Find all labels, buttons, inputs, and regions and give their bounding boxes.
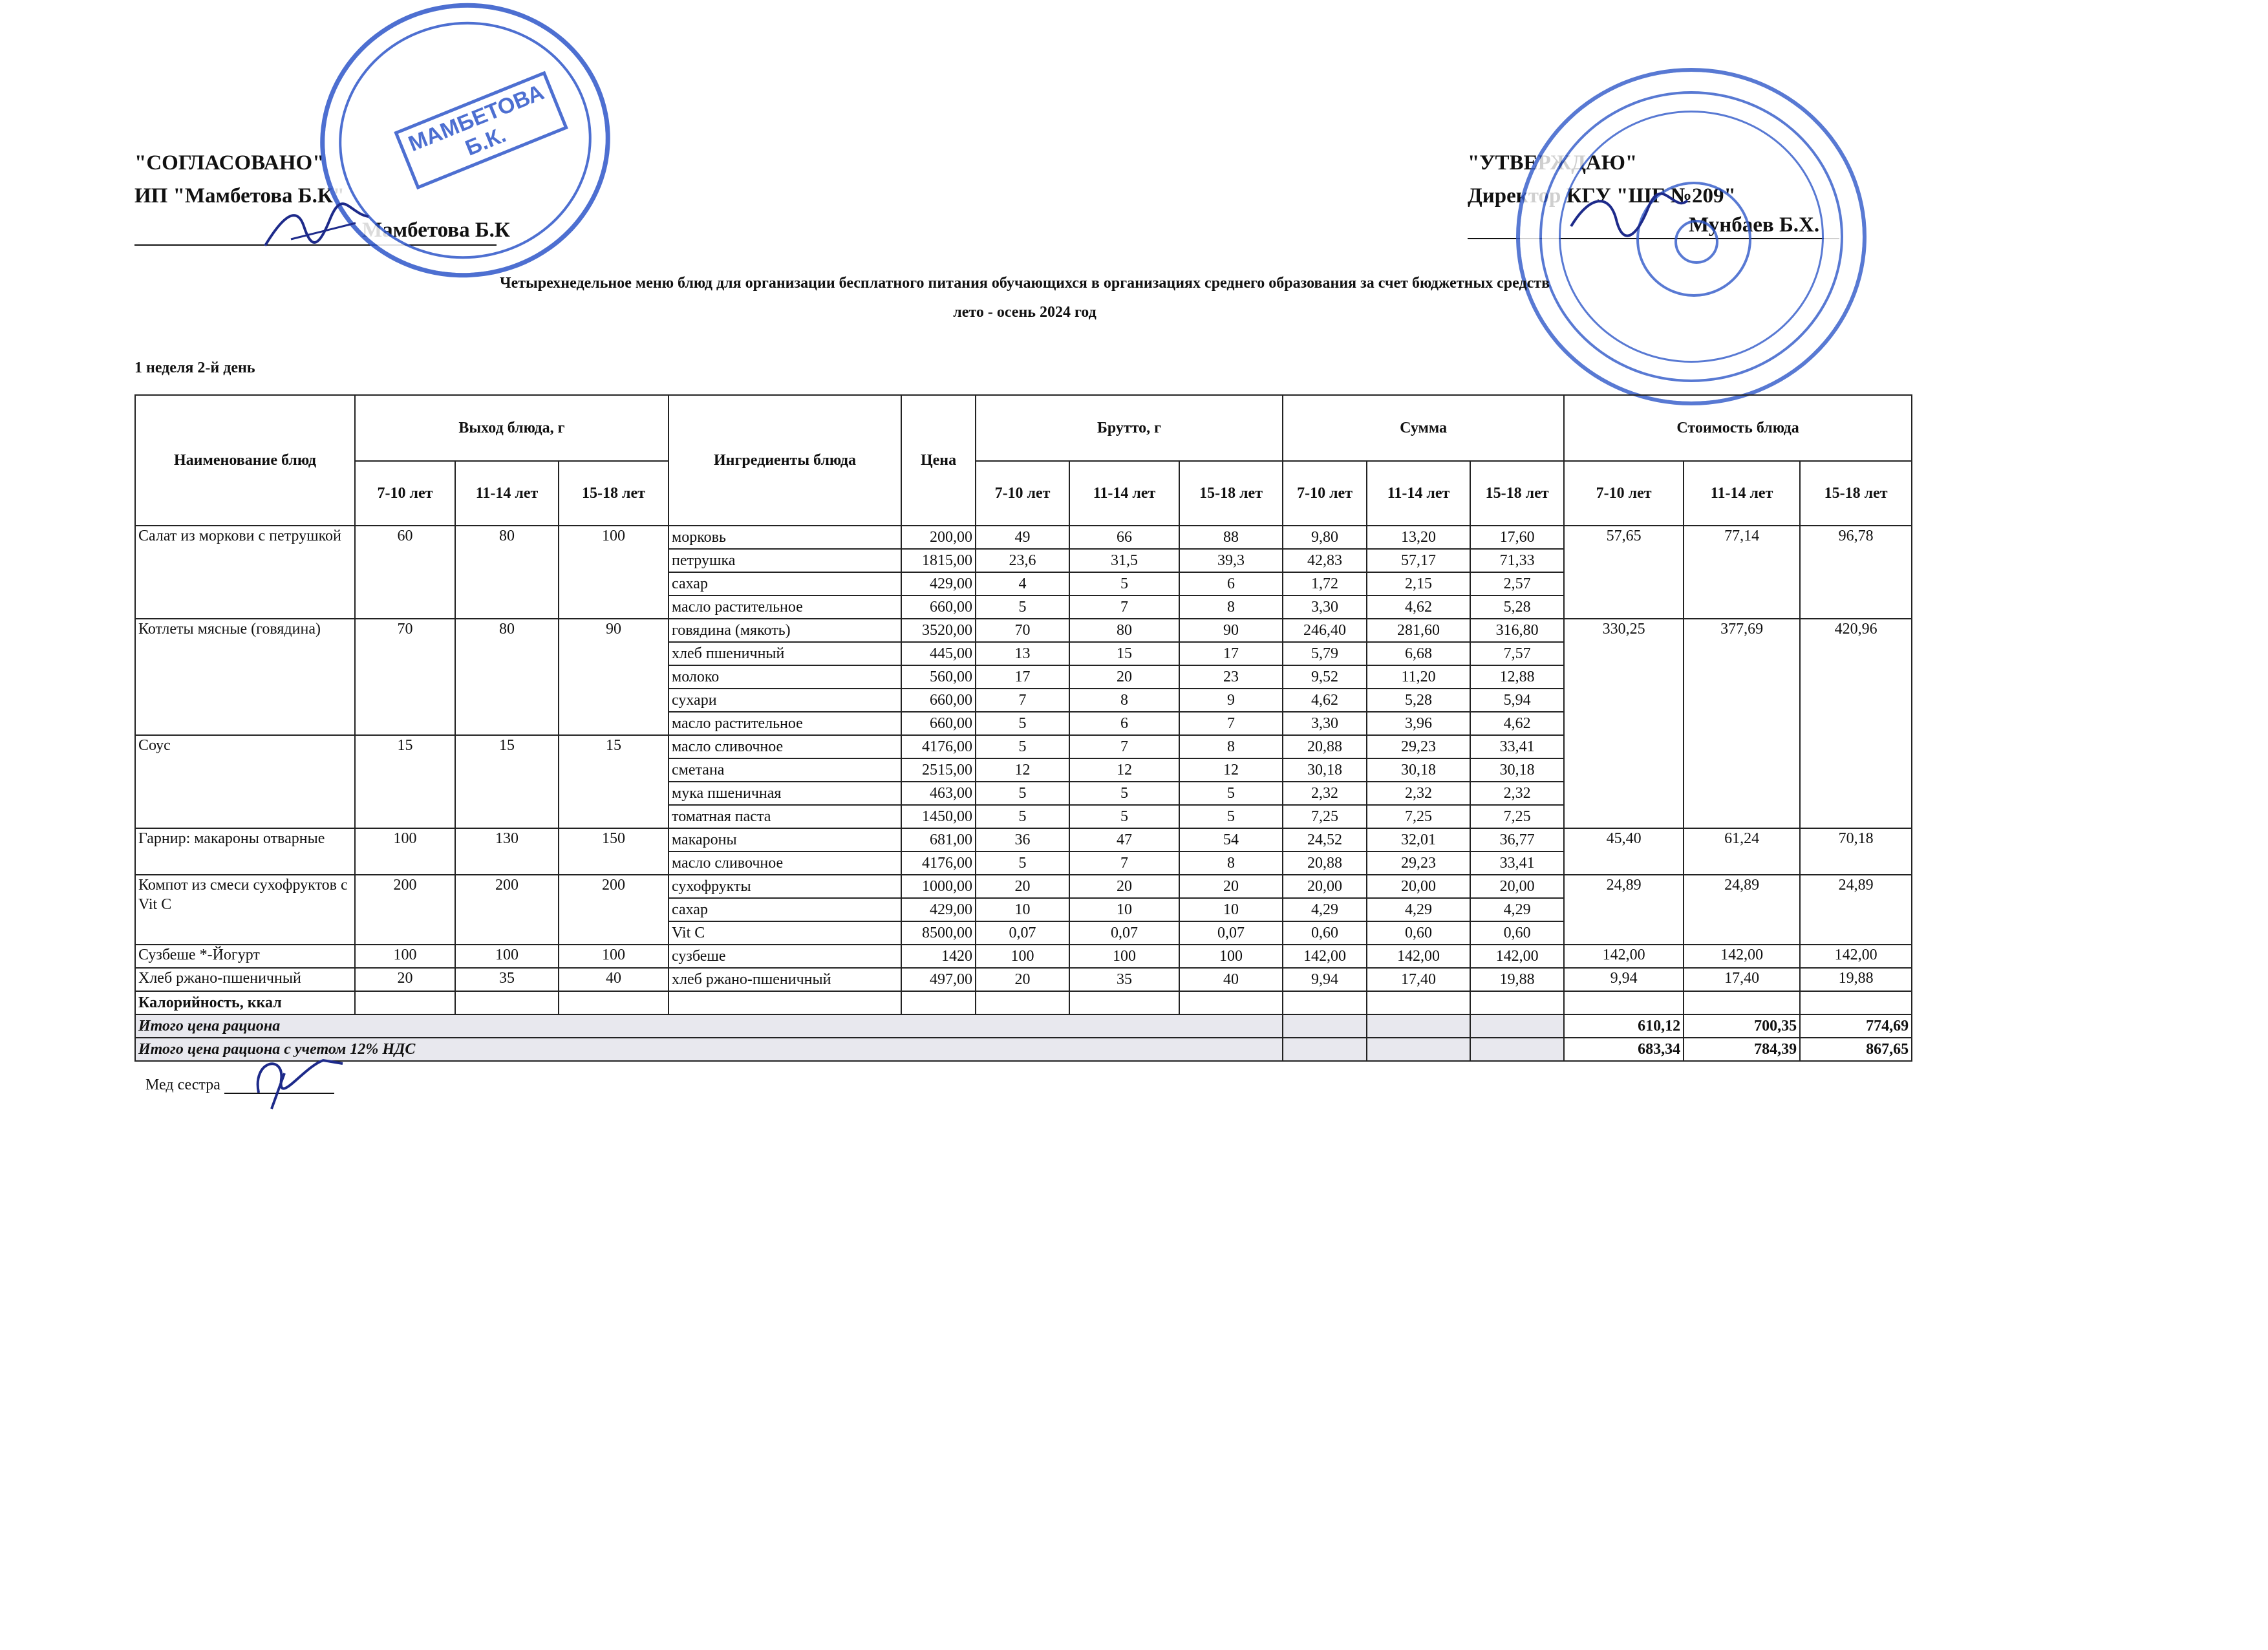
ingredient-sum: 4,29: [1283, 898, 1367, 921]
gross-weight: 5: [1179, 782, 1283, 805]
gross-weight: 88: [1179, 526, 1283, 549]
dish-yield: 90: [559, 619, 669, 735]
ingredient-sum: 24,52: [1283, 828, 1367, 852]
gross-weight: 35: [1069, 968, 1179, 991]
gross-weight: 100: [1069, 945, 1179, 968]
header-age: 7-10 лет: [1283, 461, 1367, 526]
ingredient-sum: 30,18: [1283, 758, 1367, 782]
gross-weight: 70: [976, 619, 1069, 642]
dish-yield: 40: [559, 968, 669, 991]
dish-cost: 19,88: [1800, 968, 1912, 991]
total-row: [135, 1014, 1912, 1038]
header-age: 11-14 лет: [1684, 461, 1800, 526]
dish-yield: 20: [355, 968, 455, 991]
dish-yield: 130: [455, 828, 559, 875]
ingredient-name: сухофрукты: [669, 875, 901, 898]
ingredient-price: 1420: [901, 945, 976, 968]
ingredient-sum: 30,18: [1367, 758, 1470, 782]
ingredient-price: 445,00: [901, 642, 976, 665]
ingredient-sum: 142,00: [1283, 945, 1367, 968]
dish-cost: 96,78: [1800, 526, 1912, 619]
dish-yield: 80: [455, 619, 559, 735]
gross-weight: 13: [976, 642, 1069, 665]
gross-weight: 10: [1069, 898, 1179, 921]
calories-label: Калорийность, ккал: [135, 991, 355, 1014]
ingredient-price: 660,00: [901, 689, 976, 712]
dish-cost: 420,96: [1800, 619, 1912, 828]
gross-weight: 20: [976, 968, 1069, 991]
ingredient-name: сахар: [669, 898, 901, 921]
ingredient-sum: 17,40: [1367, 968, 1470, 991]
gross-weight: 20: [976, 875, 1069, 898]
gross-weight: 90: [1179, 619, 1283, 642]
gross-weight: 54: [1179, 828, 1283, 852]
dish-yield: 200: [355, 875, 455, 945]
ingredient-price: 200,00: [901, 526, 976, 549]
ingredient-price: 1450,00: [901, 805, 976, 828]
ingredient-sum: 30,18: [1470, 758, 1564, 782]
ingredient-price: 660,00: [901, 712, 976, 735]
gross-weight: 12: [1179, 758, 1283, 782]
ingredient-name: хлеб пшеничный: [669, 642, 901, 665]
ingredient-sum: 7,25: [1367, 805, 1470, 828]
ingredient-sum: 20,00: [1470, 875, 1564, 898]
header-yield: Выход блюда, г: [355, 395, 669, 461]
header-age: 11-14 лет: [455, 461, 559, 526]
ingredient-sum: 281,60: [1367, 619, 1470, 642]
gross-weight: 15: [1069, 642, 1179, 665]
dish-name: Хлеб ржано-пшеничный: [135, 968, 355, 991]
dish-yield: 100: [559, 945, 669, 968]
dish-yield: 80: [455, 526, 559, 619]
gross-weight: 5: [976, 595, 1069, 619]
ingredient-sum: 11,20: [1367, 665, 1470, 689]
ingredient-sum: 2,32: [1367, 782, 1470, 805]
ingredient-name: мука пшеничная: [669, 782, 901, 805]
gross-weight: 5: [976, 712, 1069, 735]
total-value: 610,12: [1564, 1014, 1684, 1038]
total-label: Итого цена рациона: [135, 1014, 1283, 1038]
ingredient-price: 2515,00: [901, 758, 976, 782]
dish-yield: 15: [559, 735, 669, 828]
dish-yield: 35: [455, 968, 559, 991]
ingredient-price: 429,00: [901, 898, 976, 921]
dish-cost: 142,00: [1800, 945, 1912, 968]
gross-weight: 80: [1069, 619, 1179, 642]
total-vat-value: 784,39: [1684, 1038, 1800, 1061]
ingredient-name: молоко: [669, 665, 901, 689]
ingredient-sum: 20,88: [1283, 735, 1367, 758]
gross-weight: 8: [1179, 852, 1283, 875]
dish-yield: 60: [355, 526, 455, 619]
gross-weight: 31,5: [1069, 549, 1179, 572]
header-sum: Сумма: [1283, 395, 1564, 461]
gross-weight: 5: [976, 852, 1069, 875]
table-row: [135, 875, 1912, 898]
ingredient-sum: 4,62: [1470, 712, 1564, 735]
gross-weight: 17: [1179, 642, 1283, 665]
ingredient-price: 560,00: [901, 665, 976, 689]
calories-row: [135, 991, 1912, 1014]
ingredient-price: 4176,00: [901, 735, 976, 758]
ingredient-name: сахар: [669, 572, 901, 595]
ingredient-sum: 5,28: [1367, 689, 1470, 712]
ingredient-name: хлеб ржано-пшеничный: [669, 968, 901, 991]
header-ingredients: Ингредиенты блюда: [669, 395, 901, 526]
gross-weight: 47: [1069, 828, 1179, 852]
dish-cost: 377,69: [1684, 619, 1800, 828]
ingredient-price: 3520,00: [901, 619, 976, 642]
gross-weight: 5: [1069, 782, 1179, 805]
ingredient-sum: 0,60: [1283, 921, 1367, 945]
ingredient-sum: 6,68: [1367, 642, 1470, 665]
gross-weight: 10: [1179, 898, 1283, 921]
gross-weight: 8: [1179, 595, 1283, 619]
table-row: [135, 968, 1912, 991]
ingredient-sum: 12,88: [1470, 665, 1564, 689]
ingredient-sum: 142,00: [1367, 945, 1470, 968]
dish-cost: 57,65: [1564, 526, 1684, 619]
dish-cost: 24,89: [1800, 875, 1912, 945]
dish-yield: 15: [355, 735, 455, 828]
table-row: [135, 828, 1912, 852]
ingredient-sum: 2,15: [1367, 572, 1470, 595]
header-age: 15-18 лет: [1800, 461, 1912, 526]
gross-weight: 0,07: [976, 921, 1069, 945]
dish-cost: 77,14: [1684, 526, 1800, 619]
gross-weight: 40: [1179, 968, 1283, 991]
table-row: [135, 526, 1912, 549]
ingredient-name: макароны: [669, 828, 901, 852]
gross-weight: 7: [1069, 852, 1179, 875]
dish-name: Гарнир: макароны отварные: [135, 828, 355, 875]
approval-right-org: Директор КГУ "ШГ №209": [1468, 184, 1736, 208]
ingredient-sum: 9,94: [1283, 968, 1367, 991]
ingredient-sum: 9,80: [1283, 526, 1367, 549]
ingredient-sum: 2,32: [1283, 782, 1367, 805]
ingredient-sum: 4,62: [1283, 689, 1367, 712]
gross-weight: 4: [976, 572, 1069, 595]
ingredient-sum: 36,77: [1470, 828, 1564, 852]
dish-cost: 330,25: [1564, 619, 1684, 828]
day-label: 1 неделя 2-й день: [134, 359, 255, 376]
signature-right-icon: [1565, 188, 1694, 246]
table-row: [135, 619, 1912, 642]
dish-cost: 61,24: [1684, 828, 1800, 875]
gross-weight: 6: [1179, 572, 1283, 595]
approval-right-signatory: Мунбаев Б.Х.: [1689, 213, 1820, 237]
header-age: 15-18 лет: [1470, 461, 1564, 526]
ingredient-name: морковь: [669, 526, 901, 549]
dish-yield: 100: [355, 945, 455, 968]
ingredient-sum: 7,25: [1283, 805, 1367, 828]
ingredient-name: говядина (мякоть): [669, 619, 901, 642]
ingredient-sum: 2,57: [1470, 572, 1564, 595]
ingredient-sum: 0,60: [1470, 921, 1564, 945]
header-dish: Наименование блюд: [135, 395, 355, 526]
approval-left-title: "СОГЛАСОВАНО": [134, 151, 325, 175]
ingredient-sum: 316,80: [1470, 619, 1564, 642]
gross-weight: 39,3: [1179, 549, 1283, 572]
ingredient-sum: 3,30: [1283, 712, 1367, 735]
ingredient-sum: 29,23: [1367, 852, 1470, 875]
total-value: 774,69: [1800, 1014, 1912, 1038]
ingredient-sum: 33,41: [1470, 852, 1564, 875]
dish-yield: 100: [455, 945, 559, 968]
ingredient-name: сузбеше: [669, 945, 901, 968]
dish-name: Салат из моркови с петрушкой: [135, 526, 355, 619]
gross-weight: 7: [1069, 595, 1179, 619]
table-row: [135, 945, 1912, 968]
gross-weight: 7: [1069, 735, 1179, 758]
ingredient-price: 1815,00: [901, 549, 976, 572]
dish-yield: 70: [355, 619, 455, 735]
ingredient-price: 463,00: [901, 782, 976, 805]
dish-cost: 45,40: [1564, 828, 1684, 875]
ingredient-sum: 29,23: [1367, 735, 1470, 758]
gross-weight: 6: [1069, 712, 1179, 735]
ingredient-sum: 71,33: [1470, 549, 1564, 572]
ingredient-sum: 9,52: [1283, 665, 1367, 689]
header-age: 7-10 лет: [976, 461, 1069, 526]
gross-weight: 8: [1069, 689, 1179, 712]
gross-weight: 5: [1179, 805, 1283, 828]
dish-yield: 100: [559, 526, 669, 619]
ingredient-sum: 20,00: [1367, 875, 1470, 898]
menu-body: [135, 526, 1912, 991]
menu-subtitle: лето - осень 2024 год: [953, 304, 1097, 321]
dish-cost: 142,00: [1684, 945, 1800, 968]
ingredient-price: 429,00: [901, 572, 976, 595]
gross-weight: 20: [1069, 665, 1179, 689]
gross-weight: 49: [976, 526, 1069, 549]
menu-table: [134, 394, 1912, 1062]
dish-name: Сузбеше *-Йогурт: [135, 945, 355, 968]
ingredient-sum: 5,28: [1470, 595, 1564, 619]
ingredient-sum: 142,00: [1470, 945, 1564, 968]
ingredient-sum: 4,29: [1367, 898, 1470, 921]
ingredient-sum: 5,79: [1283, 642, 1367, 665]
dish-cost: 142,00: [1564, 945, 1684, 968]
gross-weight: 23,6: [976, 549, 1069, 572]
header-age: 11-14 лет: [1069, 461, 1179, 526]
ingredient-name: петрушка: [669, 549, 901, 572]
dish-cost: 70,18: [1800, 828, 1912, 875]
total-value: 700,35: [1684, 1014, 1800, 1038]
ingredient-sum: 5,94: [1470, 689, 1564, 712]
dish-yield: 100: [355, 828, 455, 875]
gross-weight: 20: [1069, 875, 1179, 898]
gross-weight: 23: [1179, 665, 1283, 689]
ingredient-price: 8500,00: [901, 921, 976, 945]
approval-left-signatory: Мамбетова Б.К: [362, 219, 510, 242]
gross-weight: 100: [976, 945, 1069, 968]
gross-weight: 5: [976, 805, 1069, 828]
total-vat-value: 867,65: [1800, 1038, 1912, 1061]
ingredient-sum: 17,60: [1470, 526, 1564, 549]
signature-left-icon: [259, 200, 375, 259]
dish-yield: 200: [455, 875, 559, 945]
ingredient-sum: 57,17: [1367, 549, 1470, 572]
gross-weight: 5: [1069, 572, 1179, 595]
ingredient-sum: 32,01: [1367, 828, 1470, 852]
header-cost: Стоимость блюда: [1564, 395, 1912, 461]
ingredient-sum: 13,20: [1367, 526, 1470, 549]
header-age: 7-10 лет: [355, 461, 455, 526]
gross-weight: 100: [1179, 945, 1283, 968]
total-vat-value: 683,34: [1564, 1038, 1684, 1061]
gross-weight: 17: [976, 665, 1069, 689]
dish-cost: 17,40: [1684, 968, 1800, 991]
ingredient-sum: 19,88: [1470, 968, 1564, 991]
ingredient-name: масло сливочное: [669, 735, 901, 758]
ingredient-sum: 20,88: [1283, 852, 1367, 875]
total-vat-row: [135, 1038, 1912, 1061]
ingredient-sum: 7,57: [1470, 642, 1564, 665]
ingredient-price: 1000,00: [901, 875, 976, 898]
header-age: 15-18 лет: [559, 461, 669, 526]
approval-right-title: "УТВЕРЖДАЮ": [1468, 151, 1638, 175]
dish-name: Компот из смеси сухофруктов с Vit C: [135, 875, 355, 945]
stamp-name: МАМБЕТОВА Б.К.: [394, 71, 568, 189]
ingredient-price: 660,00: [901, 595, 976, 619]
header-age: 7-10 лет: [1564, 461, 1684, 526]
menu-title: Четырехнедельное меню блюд для организации бесплатного питания обучающихся в организациях среднего образования за счет бюджетных средств: [499, 275, 1550, 292]
ingredient-name: сухари: [669, 689, 901, 712]
gross-weight: 5: [976, 782, 1069, 805]
approval-left-org: ИП "Мамбетова Б.К": [134, 184, 345, 208]
gross-weight: 9: [1179, 689, 1283, 712]
gross-weight: 0,07: [1069, 921, 1179, 945]
ingredient-name: масло растительное: [669, 595, 901, 619]
header-age: 11-14 лет: [1367, 461, 1470, 526]
gross-weight: 7: [976, 689, 1069, 712]
ingredient-sum: 42,83: [1283, 549, 1367, 572]
ingredient-name: Vit C: [669, 921, 901, 945]
ingredient-price: 681,00: [901, 828, 976, 852]
ingredient-sum: 2,32: [1470, 782, 1564, 805]
ingredient-name: масло сливочное: [669, 852, 901, 875]
header-gross: Брутто, г: [976, 395, 1283, 461]
gross-weight: 12: [976, 758, 1069, 782]
nurse-signature-icon: [246, 1047, 356, 1112]
dish-cost: 9,94: [1564, 968, 1684, 991]
total-vat-label: Итого цена рациона с учетом 12% НДС: [135, 1038, 1283, 1061]
nurse-label: Мед сестра: [145, 1077, 220, 1093]
ingredient-name: томатная паста: [669, 805, 901, 828]
ingredient-sum: 1,72: [1283, 572, 1367, 595]
ingredient-sum: 4,29: [1470, 898, 1564, 921]
ingredient-price: 4176,00: [901, 852, 976, 875]
dish-cost: 24,89: [1684, 875, 1800, 945]
dish-name: Котлеты мясные (говядина): [135, 619, 355, 735]
gross-weight: 5: [1069, 805, 1179, 828]
header-price: Цена: [901, 395, 976, 526]
dish-yield: 15: [455, 735, 559, 828]
ingredient-sum: 246,40: [1283, 619, 1367, 642]
ingredient-price: 497,00: [901, 968, 976, 991]
gross-weight: 7: [1179, 712, 1283, 735]
gross-weight: 12: [1069, 758, 1179, 782]
gross-weight: 36: [976, 828, 1069, 852]
gross-weight: 66: [1069, 526, 1179, 549]
gross-weight: 0,07: [1179, 921, 1283, 945]
gross-weight: 10: [976, 898, 1069, 921]
dish-yield: 200: [559, 875, 669, 945]
header-age: 15-18 лет: [1179, 461, 1283, 526]
ingredient-sum: 4,62: [1367, 595, 1470, 619]
dish-cost: 24,89: [1564, 875, 1684, 945]
dish-yield: 150: [559, 828, 669, 875]
ingredient-sum: 20,00: [1283, 875, 1367, 898]
ingredient-sum: 0,60: [1367, 921, 1470, 945]
ingredient-name: масло растительное: [669, 712, 901, 735]
gross-weight: 8: [1179, 735, 1283, 758]
ingredient-sum: 3,30: [1283, 595, 1367, 619]
ingredient-sum: 33,41: [1470, 735, 1564, 758]
gross-weight: 5: [976, 735, 1069, 758]
dish-name: Соус: [135, 735, 355, 828]
ingredient-name: сметана: [669, 758, 901, 782]
ingredient-sum: 3,96: [1367, 712, 1470, 735]
ingredient-sum: 7,25: [1470, 805, 1564, 828]
gross-weight: 20: [1179, 875, 1283, 898]
